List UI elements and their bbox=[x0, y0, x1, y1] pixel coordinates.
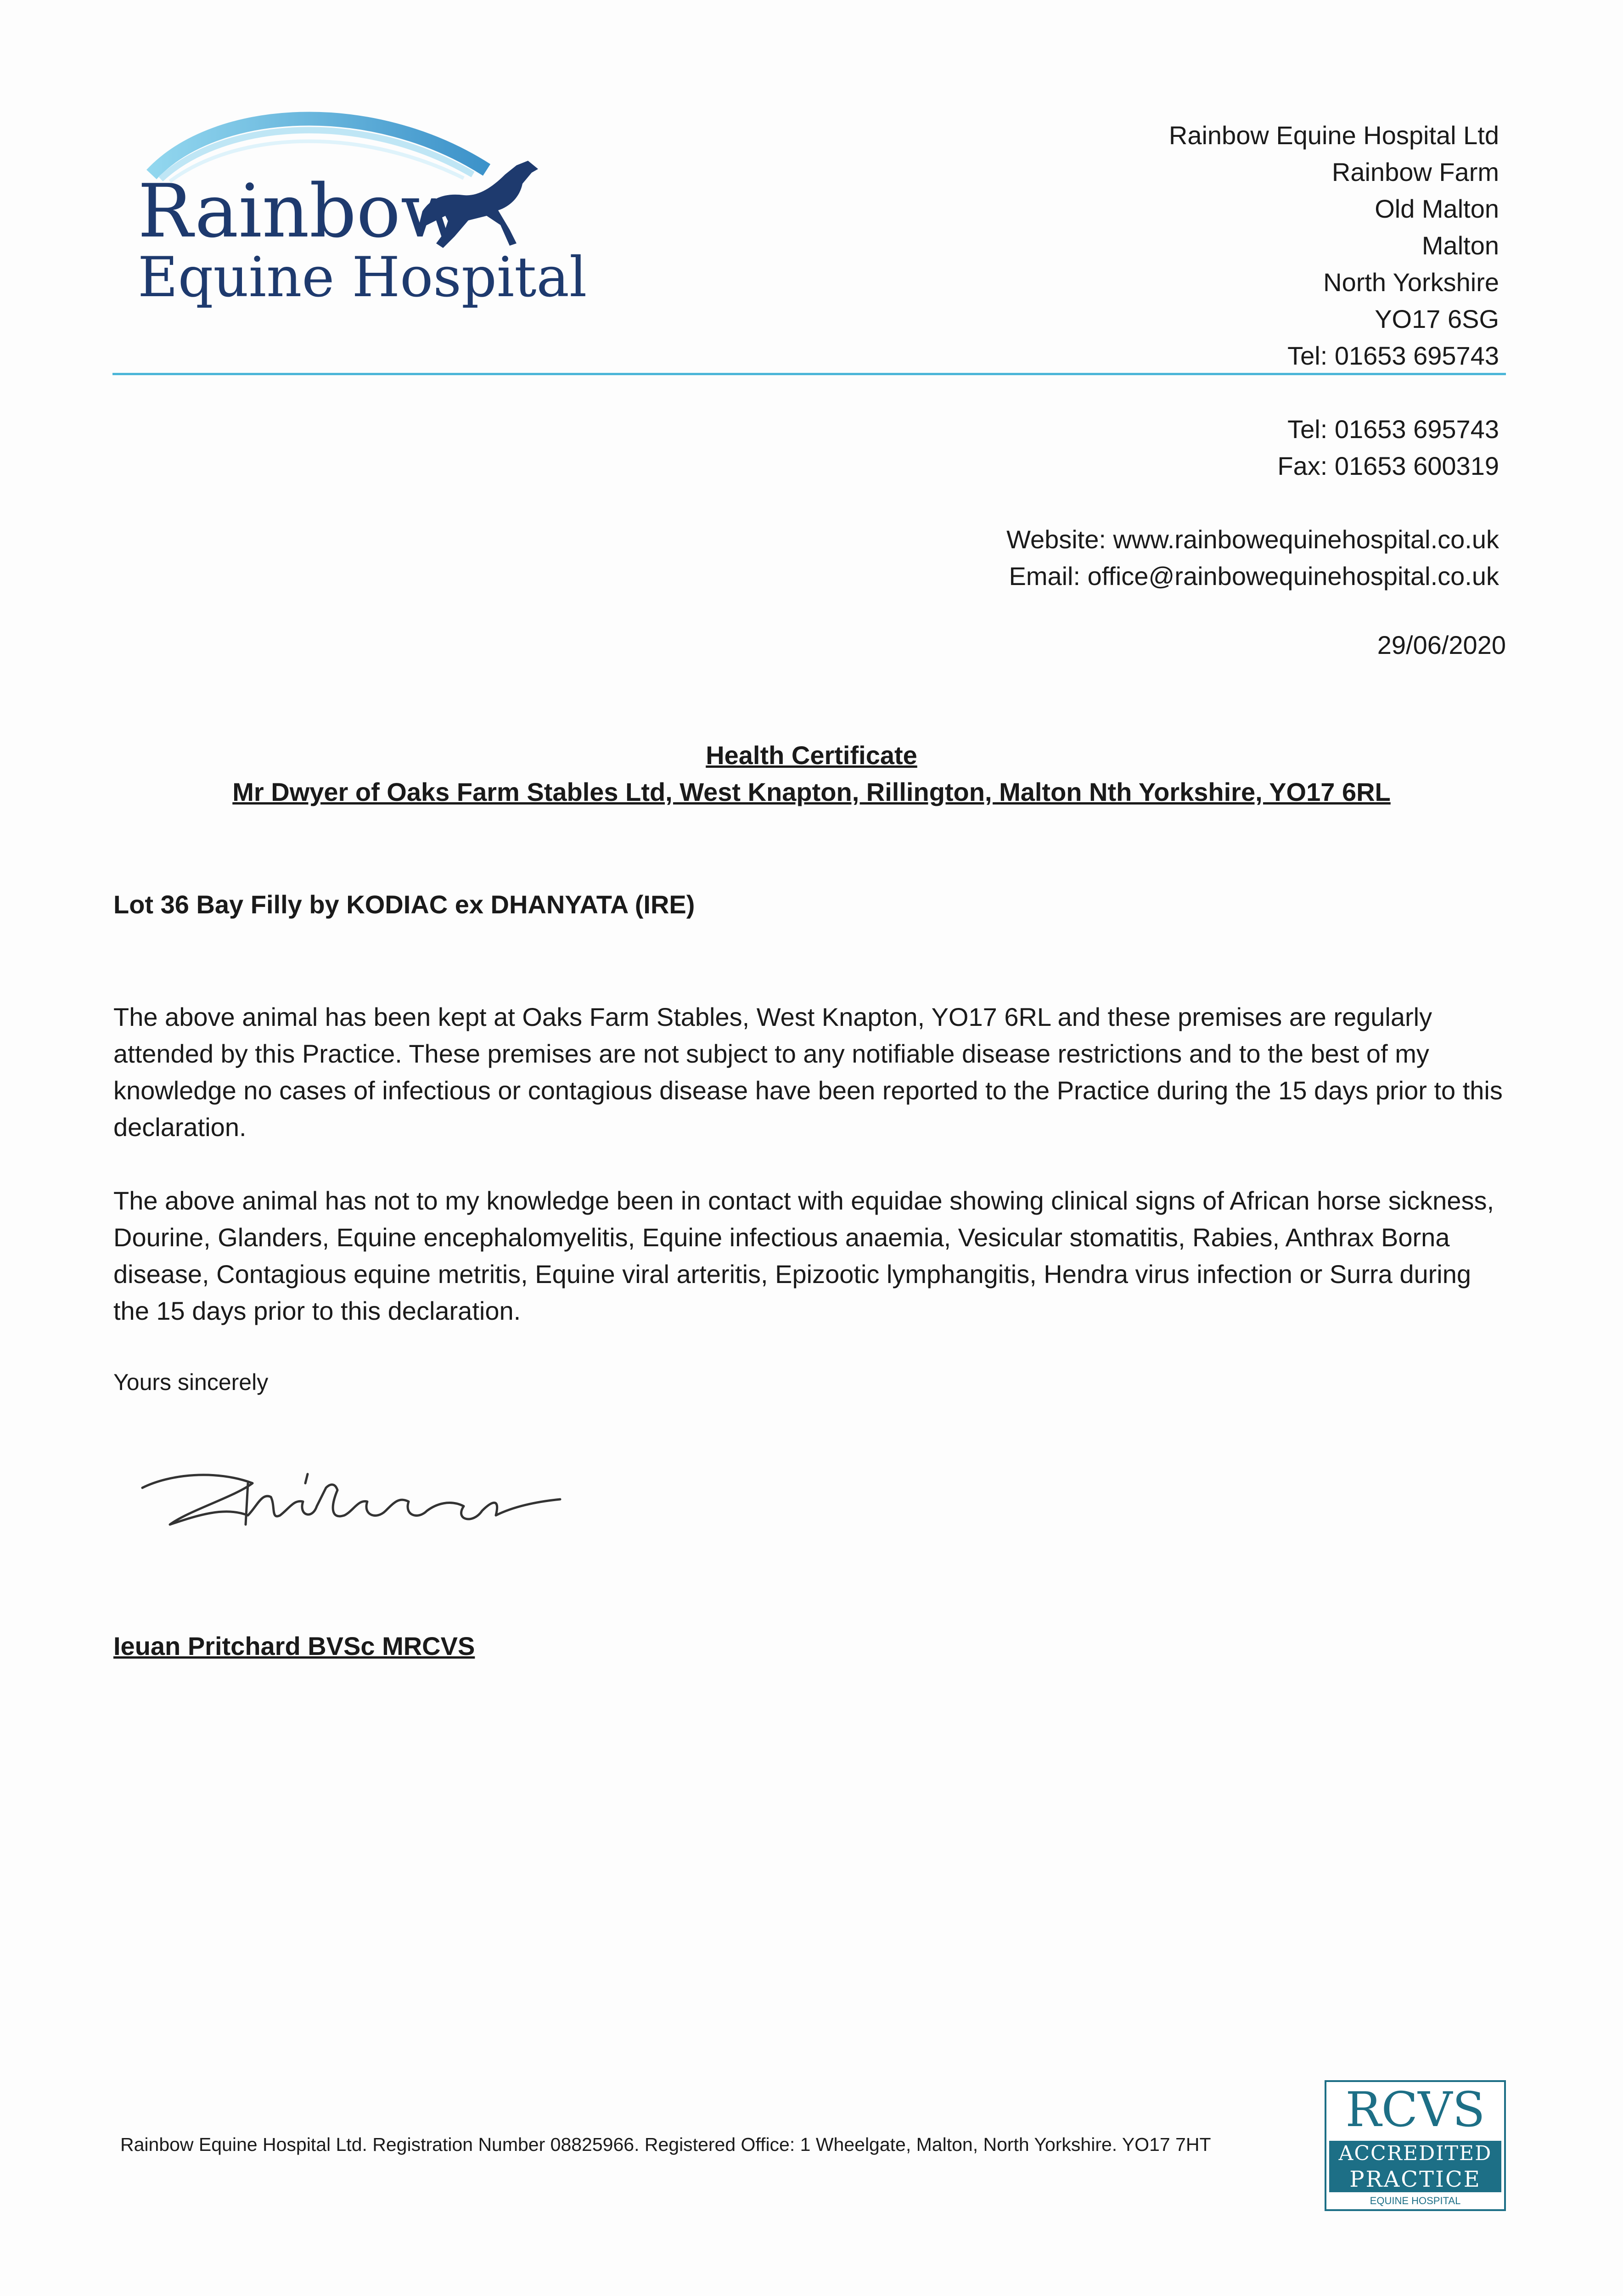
signature-image bbox=[133, 1456, 569, 1561]
address-line: North Yorkshire bbox=[1323, 268, 1499, 297]
letter-date: 29/06/2020 bbox=[1377, 630, 1506, 659]
tel-line: Tel: 01653 695743 bbox=[1287, 415, 1499, 444]
address-line: YO17 6SG bbox=[1375, 304, 1499, 333]
address-line: Rainbow Farm bbox=[1331, 158, 1499, 186]
footer-registration: Rainbow Equine Hospital Ltd. Registration Number 08825966. Registered Office: 1 Wheelgate, Malton, North Yorkshire. YO17 7HT bbox=[120, 2134, 1211, 2155]
rcvs-badge-line1: ACCREDITED bbox=[1338, 2142, 1492, 2165]
rcvs-badge-line2: PRACTICE bbox=[1349, 2167, 1481, 2192]
contact-block bbox=[1277, 411, 1499, 484]
certificate-subtitle: Mr Dwyer of Oaks Farm Stables Ltd, West Knapton, Rillington, Malton Nth Yorkshire, YO17 6RL bbox=[232, 777, 1391, 806]
logo-wordmark-line1: Rainbow bbox=[138, 168, 464, 254]
rcvs-badge-title: RCVS bbox=[1345, 2082, 1485, 2138]
header-divider bbox=[112, 373, 1506, 375]
rcvs-badge-band bbox=[1329, 2141, 1501, 2192]
address-line: Malton bbox=[1421, 231, 1499, 260]
address-block bbox=[1169, 117, 1499, 374]
address-line: Old Malton bbox=[1375, 194, 1499, 223]
rcvs-accreditation-badge bbox=[1325, 2080, 1506, 2211]
body-paragraph-1: The above animal has been kept at Oaks Farm Stables, West Knapton, YO17 6RL and these premises are regularly attended by this Practice. These premises are not subject to any notifiable disease restrictions and to the best of my knowledge no cases of infectious or contagious disease have been reported to the Practice during the 15 days prior to this declaration. bbox=[113, 1002, 1503, 1142]
signatory-name: Ieuan Pritchard BVSc MRCVS bbox=[113, 1632, 475, 1660]
lot-heading: Lot 36 Bay Filly by KODIAC ex DHANYATA (IRE) bbox=[113, 890, 695, 919]
body-paragraph-2: The above animal has not to my knowledge been in contact with equidae showing clinical signs of African horse sickness, Dourine, Glanders, Equine encephalomyelitis, Equine infectious anaemia, Vesicular stomatitis, Rabies, Anthrax Borna disease, Contagious equine metritis, Equine viral arteritis, Epizootic lymphangitis, Hendra virus infection or Surra during the 15 days prior to this declaration. bbox=[113, 1186, 1494, 1325]
certificate-title: Health Certificate bbox=[706, 741, 917, 770]
rcvs-badge-sub: EQUINE HOSPITAL bbox=[1370, 2195, 1461, 2206]
address-line: Rainbow Equine Hospital Ltd bbox=[1168, 121, 1499, 150]
fax-line: Fax: 01653 600319 bbox=[1277, 451, 1499, 480]
logo-wordmark-line2: Equine Hospital bbox=[138, 246, 587, 310]
closing-line: Yours sincerely bbox=[113, 1369, 269, 1395]
email-line: Email: office@rainbowequinehospital.co.uk bbox=[1009, 562, 1499, 591]
address-line: Tel: 01653 695743 bbox=[1287, 341, 1499, 370]
web-block bbox=[1006, 521, 1499, 595]
website-line: Website: www.rainbowequinehospital.co.uk bbox=[1006, 525, 1499, 554]
